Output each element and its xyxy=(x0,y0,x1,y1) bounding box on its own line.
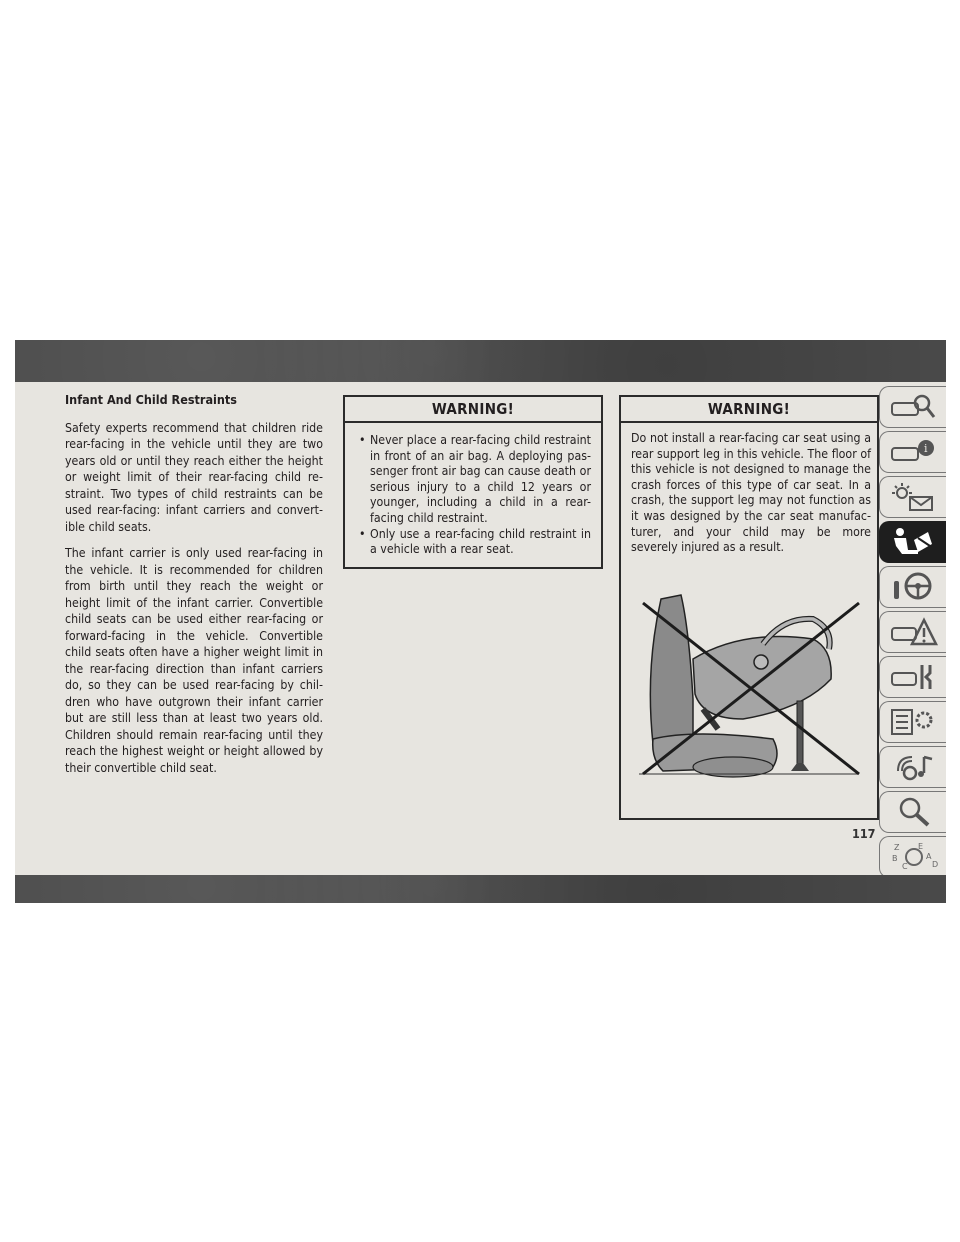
manual-page xyxy=(15,340,946,903)
index-search-icon xyxy=(888,796,938,828)
section-heading: Infant And Child Restraints xyxy=(65,392,237,407)
warning-item-text: Only use a rear-facing child restraint in a vehicle with a rear seat. xyxy=(370,526,591,557)
paragraph: Safety experts recommend that children ride rear-facing in the vehicle until they are two years old or until they reach either the height or weight limit of their rear-facing child re-straint. Two types of child restraints can be used rear-facing: infant carriers and convert-ible child seats. xyxy=(65,420,323,534)
tab-emergency[interactable] xyxy=(879,611,946,653)
paragraph: The infant carrier is only used rear-facing in the vehicle. It is recommended for children from birth until they reach the weight or height limit of the infant carrier. Convertible child seats can be used either rear-facing or forward-facing in the vehicle. Convertible child seats often have a higher weight limit in the rear-facing direction than infant carriers do, so they can be used rear-facing by chil-dren who have outgrown their infant carrier but are still less than at least two years old. Children should remain rear-facing until they reach the highest weight or height allowed by their convertible child seat. xyxy=(65,546,323,775)
warning-title: WARNING! xyxy=(345,397,601,423)
svg-text:B: B xyxy=(892,854,898,863)
car-info-icon xyxy=(888,436,938,468)
tab-safety[interactable] xyxy=(879,521,946,563)
warning-item-text: Never place a rear-facing child restraint in front of an air bag. A deploying pas-senger front air bag can cause death or serious injury to a child 12 years or younger, including a child in a rear-facing child restraint. xyxy=(370,433,591,525)
maintenance-list-icon xyxy=(888,706,938,738)
warning-box-airbag xyxy=(343,395,603,569)
tab-starting-operating[interactable] xyxy=(879,566,946,608)
warning-text: Do not install a rear-facing car seat using a rear support leg in this vehicle. The floor of this vehicle is not designed to manage the crash forces of this type of car seat. In a crash, the support leg may not function as it was designed by the car seat manufac-turer, and your child may be more severely injured as a result. xyxy=(631,431,871,555)
svg-text:Z: Z xyxy=(894,843,900,852)
tab-servicing[interactable] xyxy=(879,656,946,698)
car-hazard-icon xyxy=(888,616,938,648)
tab-specifications[interactable] xyxy=(879,701,946,743)
warning-item xyxy=(359,527,591,558)
tab-warning-lights[interactable] xyxy=(879,476,946,518)
warning-list xyxy=(359,433,591,558)
svg-text:C: C xyxy=(902,862,908,871)
alphabet-index-icon xyxy=(888,841,938,873)
text-column xyxy=(65,392,323,786)
svg-text:D: D xyxy=(932,860,938,869)
warning-lights-message-icon xyxy=(888,481,938,513)
warning-item xyxy=(359,433,591,527)
tab-car-search[interactable] xyxy=(879,386,946,428)
bottom-banner xyxy=(15,875,946,903)
bullet: • xyxy=(359,433,366,447)
car-search-icon xyxy=(888,391,938,423)
seat-airbag-icon xyxy=(888,526,938,558)
svg-text:i: i xyxy=(924,442,928,455)
warning-title: WARNING! xyxy=(621,397,877,423)
tab-customer-assistance[interactable] xyxy=(879,791,946,833)
page-number: 117 xyxy=(852,826,876,841)
tab-car-info[interactable] xyxy=(879,431,946,473)
tab-multimedia[interactable] xyxy=(879,746,946,788)
crossed-out-car-seat-illustration xyxy=(633,589,865,779)
svg-text:A: A xyxy=(926,852,932,861)
svg-text:E: E xyxy=(918,842,924,851)
steering-wheel-icon xyxy=(888,571,938,603)
tab-index[interactable] xyxy=(879,836,946,878)
multimedia-icon xyxy=(888,751,938,783)
car-service-icon xyxy=(888,661,938,693)
top-banner xyxy=(15,340,946,382)
bullet: • xyxy=(359,526,366,541)
warning-box-support-leg xyxy=(619,395,879,820)
